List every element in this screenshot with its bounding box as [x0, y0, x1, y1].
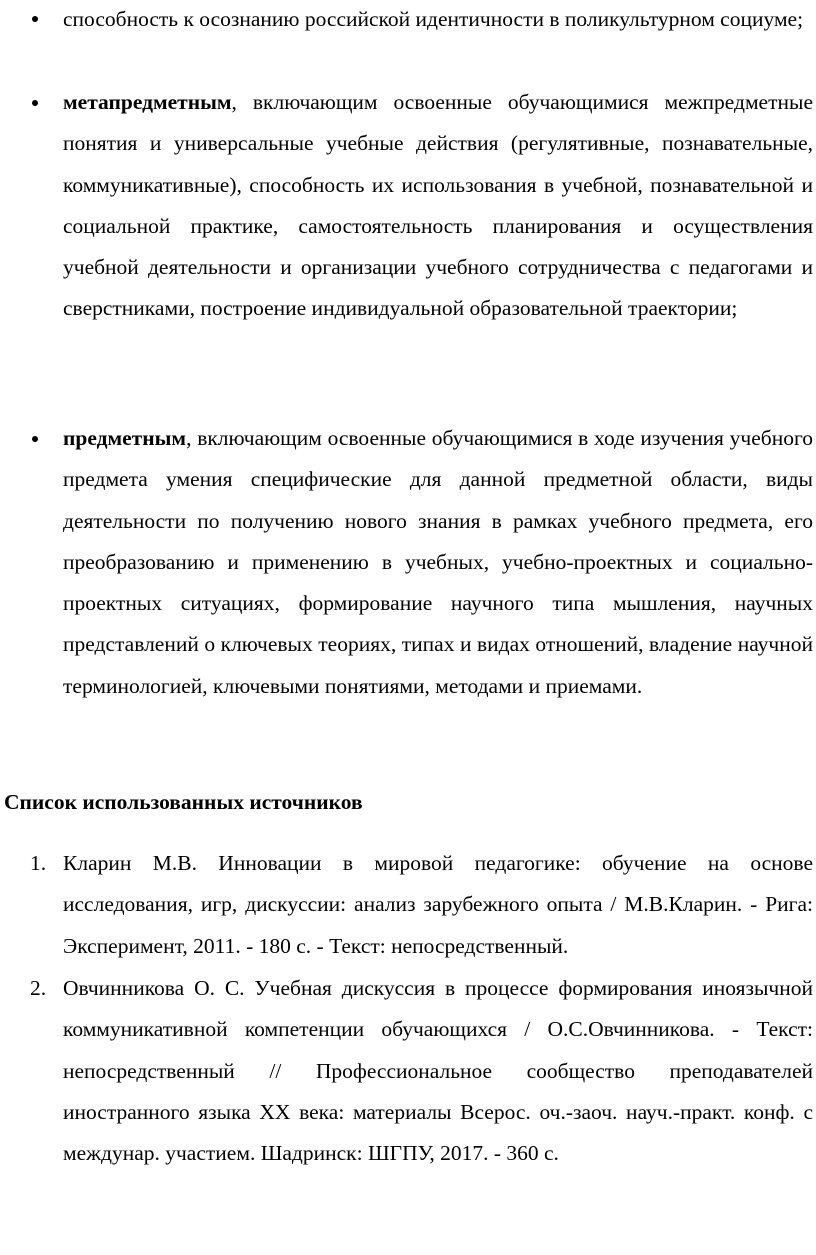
reference-number: 2.	[30, 976, 47, 1000]
bullet-item	[63, 0, 813, 40]
reference-number: 1.	[30, 851, 47, 875]
bullet-item	[63, 82, 813, 330]
bullet-text: способность к осознанию российской идентичности в поликультурном социуме;	[63, 7, 804, 31]
bullet-marker	[32, 100, 38, 106]
bullet-lead-term: метапредметным	[63, 90, 232, 114]
bullet-lead-term: предметным	[63, 426, 187, 450]
bullet-text: , включающим освоенные обучающимися в ходе изучения учебного предмета умения специфические для данной предметной области, виды деятельности по получению нового знания в рамках учебного предмета, его преобразованию и применению в учебных, учебно-проектных и социально-проектных ситуациях, формирование научного типа мышления, научных представлений о ключевых теориях, типах и видах отношений, владение научной терминологией, ключевыми понятиями, методами и приемами.	[63, 426, 813, 698]
reference-item: Овчинникова О. С. Учебная дискуссия в процессе формирования иноязычной коммуникативной компетенции обучающихся / О.С.Овчинникова. - Текст: непосредственный // Профессиональное сообщество преподавателей иностранного языка XX века: материалы Всерос. оч.-заоч. науч.-практ. конф. с междунар. участием. Шадринск: ШГПУ, 2017. - 360 с.	[63, 976, 813, 1166]
references-heading: Список использованных источников	[4, 790, 363, 814]
bullet-item	[63, 418, 813, 707]
bullet-marker	[32, 436, 38, 442]
bullet-marker	[32, 16, 38, 22]
bullet-text: , включающим освоенные обучающимися межпредметные понятия и универсальные учебные действия (регулятивные, познавательные, коммуникативные), способность их использования в учебной, познавательной и социальной практике, самостоятельность планирования и осуществления учебной деятельности и организации учебного сотрудничества с педагогами и сверстниками, построение индивидуальной образовательной траектории;	[63, 90, 813, 321]
reference-item: Кларин М.В. Инновации в мировой педагогике: обучение на основе исследования, игр, дискуссии: анализ зарубежного опыта / М.В.Кларин. - Рига: Эксперимент, 2011. - 180 с. - Текст: непосредственный.	[63, 851, 813, 958]
